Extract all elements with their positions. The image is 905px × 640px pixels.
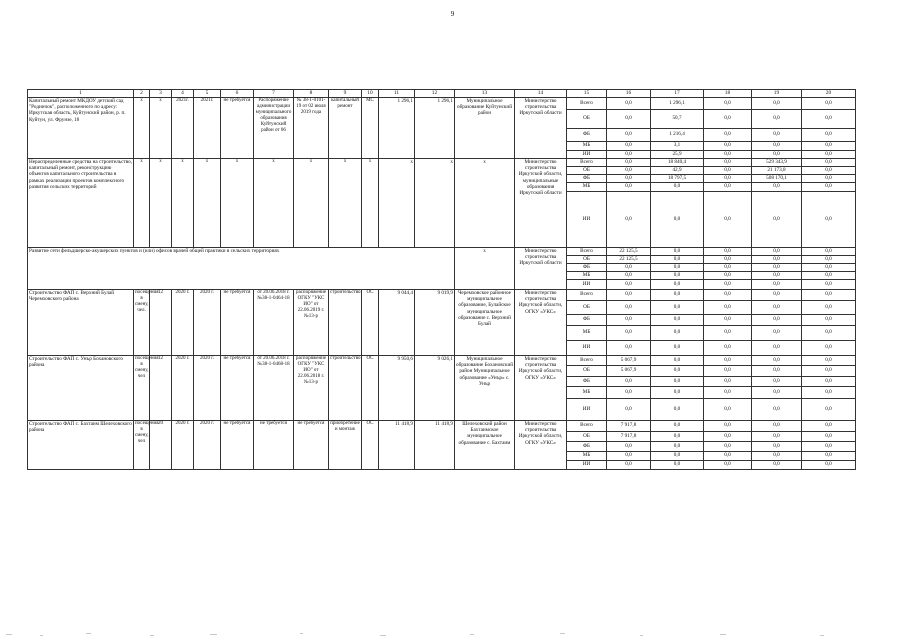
funding-value: 529 343,9 bbox=[752, 158, 802, 166]
column-number-3: 3 bbox=[150, 90, 172, 98]
project-field-c9: строительство bbox=[329, 355, 362, 420]
column-number-17: 17 bbox=[651, 90, 704, 98]
project-executor: Министерство строительства Иркутской области bbox=[515, 247, 567, 289]
table-row bbox=[28, 158, 856, 166]
funding-source: Всего bbox=[567, 289, 607, 300]
funding-value: 0,0 bbox=[752, 314, 802, 325]
funding-value: 0,0 bbox=[607, 376, 651, 386]
funding-value: 0,0 bbox=[607, 150, 651, 158]
project-field-c8: распоряжение ОГКУ "УКС ИО" от 22.06.2019 г. №13-р bbox=[294, 289, 329, 355]
funding-value: 0,0 bbox=[752, 279, 802, 289]
project-field-c12: х bbox=[415, 158, 455, 247]
budget-table bbox=[27, 89, 856, 470]
funding-source: ФБ bbox=[567, 376, 607, 386]
column-number-16: 16 bbox=[607, 90, 651, 98]
funding-source: МБ bbox=[567, 271, 607, 279]
funding-value: 0,0 bbox=[651, 441, 704, 451]
project-field-c11: х bbox=[379, 158, 415, 247]
funding-value: 18 840,4 bbox=[651, 158, 704, 166]
funding-value: 0,0 bbox=[651, 365, 704, 376]
funding-value: 0,0 bbox=[752, 247, 802, 255]
funding-value: 0,0 bbox=[802, 441, 856, 451]
funding-value: 0,0 bbox=[752, 420, 802, 431]
funding-source: Всего bbox=[567, 158, 607, 166]
funding-value: 0,0 bbox=[704, 431, 752, 441]
funding-value: 1 216,4 bbox=[651, 128, 704, 141]
funding-value: 0,0 bbox=[704, 289, 752, 300]
funding-value: 0,0 bbox=[704, 158, 752, 166]
funding-source: МБ bbox=[567, 141, 607, 150]
funding-value: 0,0 bbox=[802, 340, 856, 355]
funding-value: 0,0 bbox=[802, 289, 856, 300]
project-field-c11: 9 044,4 bbox=[379, 289, 415, 355]
funding-source: ИИ bbox=[567, 279, 607, 289]
table-row bbox=[28, 97, 856, 109]
project-field-c6: не требуется bbox=[221, 97, 254, 158]
project-executor: Министерство строительства Иркутской области, ОГКУ «УКС» bbox=[515, 355, 567, 420]
column-number-1: 1 bbox=[28, 90, 134, 98]
funding-value: 0,0 bbox=[802, 355, 856, 365]
funding-value: 0,0 bbox=[802, 386, 856, 398]
project-field-c10: ОС bbox=[362, 289, 379, 355]
funding-value: 0,0 bbox=[802, 263, 856, 271]
funding-source: ОБ bbox=[567, 255, 607, 263]
scan-noise-strip bbox=[0, 628, 905, 640]
funding-value: 3,1 bbox=[651, 141, 704, 150]
table-row bbox=[28, 289, 856, 300]
funding-value: 0,0 bbox=[607, 109, 651, 128]
funding-value: 0,0 bbox=[802, 255, 856, 263]
funding-value: 0,0 bbox=[607, 325, 651, 340]
project-field-c3: 20 bbox=[150, 420, 172, 469]
project-field-c5: 2020 г. bbox=[194, 289, 221, 355]
project-field-c2: х bbox=[134, 158, 150, 247]
funding-source: ОБ bbox=[567, 365, 607, 376]
project-field-c11: 9 950,6 bbox=[379, 355, 415, 420]
funding-value: 21 173,8 bbox=[752, 166, 802, 174]
funding-value: 0,0 bbox=[607, 314, 651, 325]
project-field-c7: х bbox=[254, 158, 294, 247]
project-field-c10: х bbox=[362, 158, 379, 247]
project-owner: х bbox=[455, 247, 515, 289]
funding-value: 0,0 bbox=[607, 271, 651, 279]
funding-value: 0,0 bbox=[651, 255, 704, 263]
funding-value: 0,0 bbox=[704, 365, 752, 376]
project-field-c12: 1 296,1 bbox=[415, 97, 455, 158]
funding-value: 0,0 bbox=[704, 460, 752, 469]
column-number-6: 6 bbox=[221, 90, 254, 98]
funding-value: 0,0 bbox=[752, 376, 802, 386]
funding-value: 0,0 bbox=[704, 141, 752, 150]
funding-value: 0,0 bbox=[752, 340, 802, 355]
table-row bbox=[28, 420, 856, 431]
funding-value: 0,0 bbox=[704, 247, 752, 255]
funding-value: 0,0 bbox=[752, 365, 802, 376]
funding-value: 0,0 bbox=[607, 191, 651, 247]
funding-value: 0,0 bbox=[607, 300, 651, 314]
funding-value: 0,0 bbox=[802, 451, 856, 460]
funding-value: 0,0 bbox=[651, 340, 704, 355]
project-field-c2: посещения в смену, чел bbox=[134, 420, 150, 469]
project-field-c12: 9 026,1 bbox=[415, 355, 455, 420]
funding-value: 0,0 bbox=[704, 182, 752, 191]
table-body bbox=[28, 90, 856, 470]
funding-value: 0,0 bbox=[651, 451, 704, 460]
funding-value: 0,0 bbox=[704, 398, 752, 420]
project-field-c6: не требуется bbox=[221, 420, 254, 469]
table-row bbox=[28, 355, 856, 365]
project-executor: Министерство строительства Иркутской области bbox=[515, 97, 567, 158]
funding-value: 0,0 bbox=[752, 441, 802, 451]
funding-value: 0,0 bbox=[607, 97, 651, 109]
funding-value: 0,0 bbox=[704, 279, 752, 289]
project-field-c4: 2020 г. bbox=[172, 355, 194, 420]
project-executor: Министерство строительства Иркутской области, муниципальные образования Иркутской области bbox=[515, 158, 567, 247]
funding-value: 0,0 bbox=[651, 431, 704, 441]
column-number-14: 14 bbox=[515, 90, 567, 98]
funding-value: 0,0 bbox=[752, 300, 802, 314]
funding-value: 0,0 bbox=[704, 386, 752, 398]
funding-value: 0,0 bbox=[607, 166, 651, 174]
funding-value: 0,0 bbox=[752, 141, 802, 150]
funding-value: 0,0 bbox=[651, 376, 704, 386]
project-field-c5: 2020 г. bbox=[194, 355, 221, 420]
funding-value: 508 170,1 bbox=[752, 174, 802, 182]
funding-value: 0,0 bbox=[607, 460, 651, 469]
funding-value: 0,0 bbox=[651, 398, 704, 420]
funding-value: 0,0 bbox=[704, 191, 752, 247]
funding-value: 0,0 bbox=[704, 451, 752, 460]
funding-value: 0,0 bbox=[704, 355, 752, 365]
project-field-c4: 2020 г. bbox=[172, 420, 194, 469]
funding-value: 0,0 bbox=[607, 289, 651, 300]
funding-source: ИИ bbox=[567, 150, 607, 158]
funding-value: 42,9 bbox=[651, 166, 704, 174]
funding-value: 0,0 bbox=[704, 271, 752, 279]
funding-value: 0,0 bbox=[607, 386, 651, 398]
funding-value: 0,0 bbox=[752, 271, 802, 279]
funding-value: 0,0 bbox=[651, 289, 704, 300]
funding-source: ФБ bbox=[567, 128, 607, 141]
funding-source: ОБ bbox=[567, 300, 607, 314]
project-field-c7: не требуется bbox=[254, 420, 294, 469]
funding-value: 25,9 bbox=[651, 150, 704, 158]
funding-value: 0,0 bbox=[752, 289, 802, 300]
project-field-c5: х bbox=[194, 158, 221, 247]
funding-value: 0,0 bbox=[704, 300, 752, 314]
project-field-c9: капитальный ремонт bbox=[329, 97, 362, 158]
funding-value: 0,0 bbox=[802, 376, 856, 386]
header-row bbox=[28, 90, 856, 98]
column-number-4: 4 bbox=[172, 90, 194, 98]
column-number-2: 2 bbox=[134, 90, 150, 98]
funding-value: 0,0 bbox=[704, 97, 752, 109]
funding-value: 0,0 bbox=[651, 355, 704, 365]
funding-value: 22 125,5 bbox=[607, 247, 651, 255]
funding-value: 0,0 bbox=[704, 340, 752, 355]
funding-value: 0,0 bbox=[802, 460, 856, 469]
project-field-c12: 9 019,9 bbox=[415, 289, 455, 355]
funding-value: 0,0 bbox=[651, 182, 704, 191]
project-field-c7: от 20.06.2018 г. №38-1-0464-18 bbox=[254, 289, 294, 355]
funding-value: 0,0 bbox=[704, 314, 752, 325]
funding-source: ИИ bbox=[567, 398, 607, 420]
project-field-c3: х bbox=[150, 158, 172, 247]
project-owner: Муниципальное образование Бохановский район Муниципальное образование «Унър» с. Унър bbox=[455, 355, 515, 420]
column-number-12: 12 bbox=[415, 90, 455, 98]
funding-value: 0,0 bbox=[704, 325, 752, 340]
funding-source: МБ bbox=[567, 182, 607, 191]
funding-value: 0,0 bbox=[651, 420, 704, 431]
project-field-c11: 11 418,9 bbox=[379, 420, 415, 469]
project-field-c8: х bbox=[294, 158, 329, 247]
funding-value: 0,0 bbox=[752, 355, 802, 365]
funding-value: 0,0 bbox=[802, 109, 856, 128]
funding-value: 0,0 bbox=[802, 150, 856, 158]
project-field-c2: х bbox=[134, 97, 150, 158]
funding-value: 0,0 bbox=[802, 141, 856, 150]
funding-value: 0,0 bbox=[752, 431, 802, 441]
funding-value: 0,0 bbox=[704, 174, 752, 182]
project-field-c10: ОС bbox=[362, 420, 379, 469]
funding-value: 0,0 bbox=[651, 263, 704, 271]
column-number-11: 11 bbox=[379, 90, 415, 98]
funding-value: 0,0 bbox=[802, 166, 856, 174]
column-number-20: 20 bbox=[802, 90, 856, 98]
project-field-c3: 12 bbox=[150, 355, 172, 420]
funding-value: 0,0 bbox=[607, 182, 651, 191]
funding-value: 0,0 bbox=[802, 191, 856, 247]
project-executor: Министерство строительства Иркутской области, ОГКУ «УКС» bbox=[515, 289, 567, 355]
funding-source: ФБ bbox=[567, 314, 607, 325]
funding-value: 5 067,9 bbox=[607, 365, 651, 376]
funding-source: Всего bbox=[567, 247, 607, 255]
project-name: Развитие сети фельдшерско-акушерских пунктов и (или) офисов врачей общей практики в сельских территориях bbox=[28, 247, 455, 289]
project-owner: х bbox=[455, 158, 515, 247]
funding-value: 0,0 bbox=[802, 398, 856, 420]
funding-value: 0,0 bbox=[752, 97, 802, 109]
funding-value: 0,0 bbox=[802, 158, 856, 166]
funding-value: 0,0 bbox=[752, 191, 802, 247]
funding-value: 5 067,9 bbox=[607, 355, 651, 365]
funding-value: 0,0 bbox=[607, 441, 651, 451]
project-owner: Шелеховский район Бахтаимское муниципальное образование с. Бахтаим bbox=[455, 420, 515, 469]
project-field-c6: х bbox=[221, 158, 254, 247]
project-field-c10: ОС bbox=[362, 355, 379, 420]
funding-value: 0,0 bbox=[752, 451, 802, 460]
funding-value: 50,7 bbox=[651, 109, 704, 128]
table-row bbox=[28, 247, 856, 255]
project-field-c9: приобретение и монтаж bbox=[329, 420, 362, 469]
project-field-c11: 1 296,1 bbox=[379, 97, 415, 158]
funding-value: 0,0 bbox=[607, 263, 651, 271]
funding-value: 22 125,5 bbox=[607, 255, 651, 263]
funding-value: 0,0 bbox=[802, 431, 856, 441]
project-field-c3: 12 bbox=[150, 289, 172, 355]
column-number-7: 7 bbox=[254, 90, 294, 98]
funding-value: 0,0 bbox=[704, 166, 752, 174]
project-name: Нераспределенные средства на строительство, капитальный ремонт, реконструкцию объектов капитального строительства в рамках реализации проектов комплексного развития сельских территорий bbox=[28, 158, 134, 247]
funding-source: ОБ bbox=[567, 431, 607, 441]
funding-value: 0,0 bbox=[752, 255, 802, 263]
project-name: Строительство ФАП с. Верхний Булай Черемховского района bbox=[28, 289, 134, 355]
column-number-8: 8 bbox=[294, 90, 329, 98]
funding-value: 0,0 bbox=[802, 128, 856, 141]
column-number-19: 19 bbox=[752, 90, 802, 98]
funding-value: 7 917,8 bbox=[607, 431, 651, 441]
funding-value: 0,0 bbox=[607, 398, 651, 420]
funding-value: 0,0 bbox=[607, 451, 651, 460]
funding-value: 0,0 bbox=[802, 271, 856, 279]
funding-value: 0,0 bbox=[802, 97, 856, 109]
project-field-c5: 2021г. bbox=[194, 97, 221, 158]
funding-value: 0,0 bbox=[752, 398, 802, 420]
funding-value: 0,0 bbox=[651, 271, 704, 279]
project-field-c7: от 20.06.2018 г. №38-1-0468-18 bbox=[254, 355, 294, 420]
funding-value: 0,0 bbox=[752, 263, 802, 271]
funding-value: 0,0 bbox=[704, 150, 752, 158]
funding-source: Всего bbox=[567, 97, 607, 109]
funding-source: ФБ bbox=[567, 441, 607, 451]
funding-value: 0,0 bbox=[607, 158, 651, 166]
project-field-c9: х bbox=[329, 158, 362, 247]
project-field-c4: 2020 г. bbox=[172, 289, 194, 355]
funding-value: 0,0 bbox=[752, 325, 802, 340]
funding-value: 0,0 bbox=[607, 340, 651, 355]
column-number-13: 13 bbox=[455, 90, 515, 98]
project-field-c8: распоряжение ОГКУ "УКС ИО" от 22.06.2018 г. №13-р bbox=[294, 355, 329, 420]
funding-source: ОБ bbox=[567, 166, 607, 174]
column-number-5: 5 bbox=[194, 90, 221, 98]
funding-value: 0,0 bbox=[704, 128, 752, 141]
funding-value: 0,0 bbox=[651, 386, 704, 398]
project-executor: Министерство строительства Иркутской области, ОГКУ «УКС» bbox=[515, 420, 567, 469]
funding-value: 0,0 bbox=[704, 420, 752, 431]
funding-source: ФБ bbox=[567, 263, 607, 271]
funding-source: ИИ bbox=[567, 191, 607, 247]
funding-value: 0,0 bbox=[607, 128, 651, 141]
project-owner: Черемховское районное муниципальное образование, Булайское муниципальное образование с. Верхний Булай bbox=[455, 289, 515, 355]
funding-value: 0,0 bbox=[651, 314, 704, 325]
column-number-15: 15 bbox=[567, 90, 607, 98]
column-number-18: 18 bbox=[704, 90, 752, 98]
funding-value: 0,0 bbox=[802, 174, 856, 182]
funding-value: 0,0 bbox=[802, 300, 856, 314]
project-field-c8: № 38-1-0101-19 от 02 июля 2019 года bbox=[294, 97, 329, 158]
funding-value: 0,0 bbox=[802, 325, 856, 340]
funding-value: 0,0 bbox=[704, 263, 752, 271]
funding-value: 0,0 bbox=[802, 279, 856, 289]
project-field-c4: 2021г. bbox=[172, 97, 194, 158]
funding-value: 0,0 bbox=[802, 420, 856, 431]
funding-value: 0,0 bbox=[651, 191, 704, 247]
funding-source: ИИ bbox=[567, 460, 607, 469]
funding-value: 0,0 bbox=[651, 279, 704, 289]
column-number-9: 9 bbox=[329, 90, 362, 98]
funding-value: 0,0 bbox=[651, 247, 704, 255]
funding-value: 0,0 bbox=[752, 150, 802, 158]
project-field-c9: строительство bbox=[329, 289, 362, 355]
project-field-c4: х bbox=[172, 158, 194, 247]
funding-value: 0,0 bbox=[607, 141, 651, 150]
project-name: Строительство ФАП с. Унър Бохановского района bbox=[28, 355, 134, 420]
column-number-10: 10 bbox=[362, 90, 379, 98]
project-field-c5: 2020 г. bbox=[194, 420, 221, 469]
project-field-c2: посещения в смену, чел bbox=[134, 355, 150, 420]
funding-value: 7 917,8 bbox=[607, 420, 651, 431]
funding-source: ОБ bbox=[567, 109, 607, 128]
funding-value: 0,0 bbox=[607, 279, 651, 289]
funding-source: ФБ bbox=[567, 174, 607, 182]
funding-value: 0,0 bbox=[802, 247, 856, 255]
funding-value: 0,0 bbox=[752, 460, 802, 469]
funding-value: 0,0 bbox=[704, 109, 752, 128]
funding-value: 0,0 bbox=[802, 365, 856, 376]
project-field-c3: х bbox=[150, 97, 172, 158]
funding-source: ИИ bbox=[567, 340, 607, 355]
funding-value: 0,0 bbox=[802, 314, 856, 325]
project-field-c6: не требуется bbox=[221, 289, 254, 355]
project-field-c12: 11 418,9 bbox=[415, 420, 455, 469]
project-field-c8: не требуется bbox=[294, 420, 329, 469]
funding-source: Всего bbox=[567, 355, 607, 365]
funding-value: 0,0 bbox=[607, 174, 651, 182]
page-number: 9 bbox=[450, 10, 455, 18]
funding-source: МБ bbox=[567, 325, 607, 340]
project-name: Строительство ФАП с. Бахтаим Шелеховского района bbox=[28, 420, 134, 469]
funding-value: 0,0 bbox=[752, 182, 802, 191]
funding-value: 0,0 bbox=[651, 325, 704, 340]
funding-value: 0,0 bbox=[704, 255, 752, 263]
project-field-c7: Распоряжение администрации муниципального образования Куйтунский район от 06 bbox=[254, 97, 294, 158]
funding-value: 0,0 bbox=[704, 441, 752, 451]
funding-value: 18 797,5 bbox=[651, 174, 704, 182]
project-field-c2: посещения в смену, чел. bbox=[134, 289, 150, 355]
project-name: Капитальный ремонт МКДОУ детский сад "Родничок", расположенного по адресу: Иркутская область, Куйтунский район, р. п. Куйтун, ул. Фрунзе, 18 bbox=[28, 97, 134, 158]
funding-value: 0,0 bbox=[651, 300, 704, 314]
funding-value: 0,0 bbox=[651, 460, 704, 469]
project-owner: Муниципальное образование Куйтунский район bbox=[455, 97, 515, 158]
funding-value: 0,0 bbox=[752, 386, 802, 398]
funding-value: 0,0 bbox=[752, 109, 802, 128]
funding-value: 0,0 bbox=[802, 182, 856, 191]
project-field-c6: не требуется bbox=[221, 355, 254, 420]
funding-value: 0,0 bbox=[752, 128, 802, 141]
funding-source: Всего bbox=[567, 420, 607, 431]
funding-source: МБ bbox=[567, 451, 607, 460]
funding-value: 1 296,1 bbox=[651, 97, 704, 109]
funding-source: МБ bbox=[567, 386, 607, 398]
funding-value: 0,0 bbox=[704, 376, 752, 386]
project-field-c10: МС bbox=[362, 97, 379, 158]
